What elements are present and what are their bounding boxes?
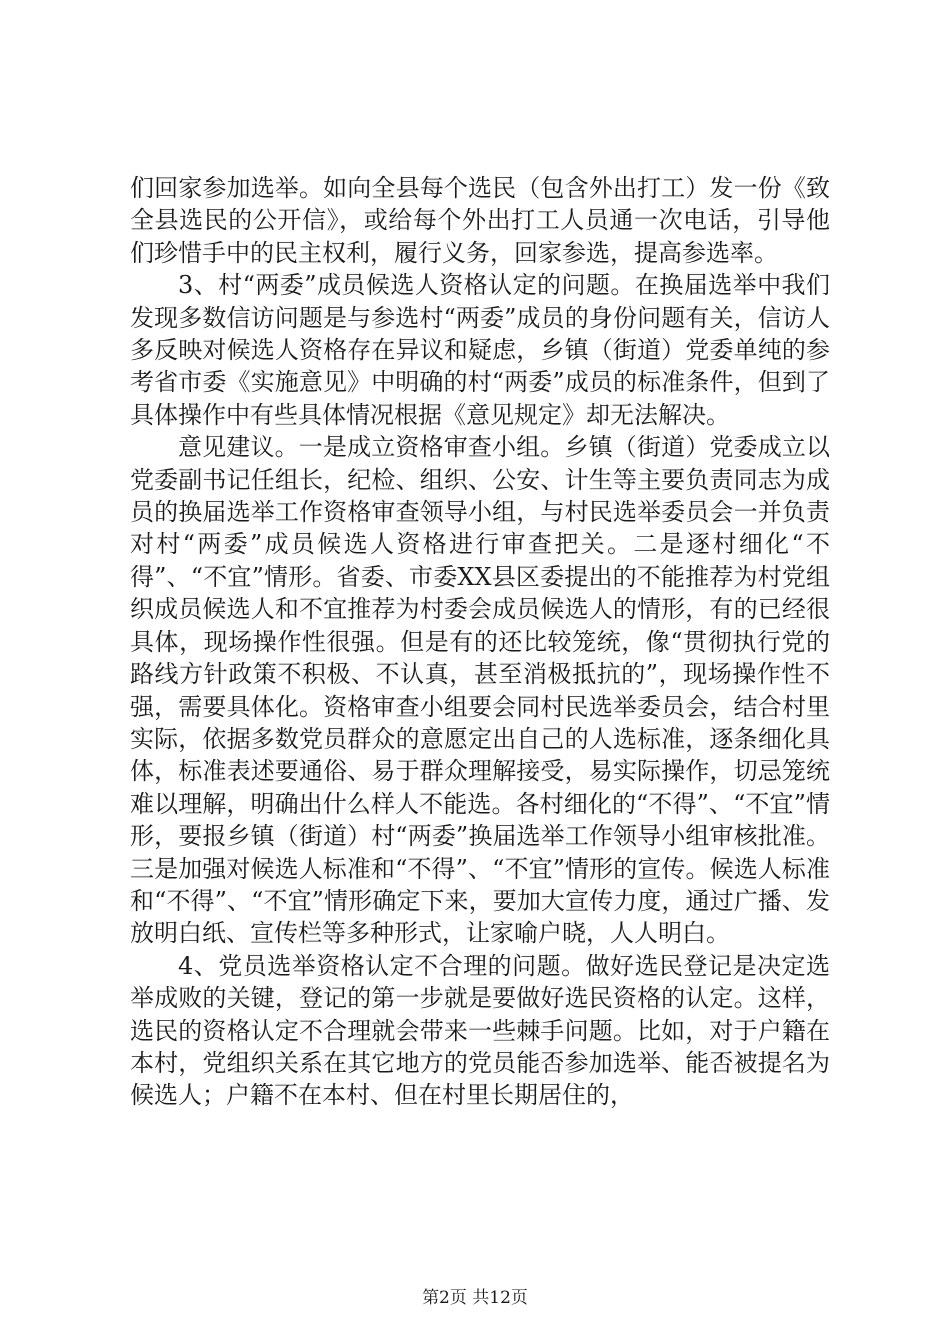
paragraph-candidate-qualification: 3、村“两委”成员候选人资格认定的问题。在换届选举中我们发现多数信访问题是与参选村“两委”成员的身份问题有关，信访人多反映对候选人资格存在异议和疑虑，乡镇（街道）党委单纯的参考省市委《实施意见》中明确的村“两委”成员的标准条件，但到了具体操作中有些具体情况根据《意见规定》却无法解决。: [130, 271, 830, 429]
page-footer: 第2页 共12页: [422, 1288, 528, 1308]
paragraph-party-member-qualification: 4、党员选举资格认定不合理的问题。做好选民登记是决定选举成败的关键，登记的第一步就是要做好选民资格的认定。这样，选民的资格认定不合理就会带来一些棘手问题。比如，对于户籍在本村，党组织关系在其它地方的党员能否参加选举、能否被提名为候选人；户籍不在本村、但在村里长期居住的，: [130, 951, 830, 1110]
paragraph-suggestions: 意见建议。一是成立资格审查小组。乡镇（街道）党委成立以党委副书记任组长，纪检、组织、公安、计生等主要负责同志为成员的换届选举工作资格审查领导小组，与村民选举委员会一并负责对村“两委”成员候选人资格进行审查把关。二是逐村细化“不得”、“不宜”情形。省委、市委XX县区委提出的不能推荐为村党组织成员候选人和不宜推荐为村委会成员候选人的情形，有的已经很具体，现场操作性很强。但是有的还比较笼统，像“贯彻执行党的路线方针政策不积极、不认真，甚至消极抵抗的”，现场操作性不强，需要具体化。资格审查小组要会同村民选举委员会，结合村里实际，依据多数党员群众的意愿定出自己的人选标准，逐条细化具体，标准表述要通俗、易于群众理解接受，易实际操作，切忌笼统难以理解，明确出什么样人不能选。各村细化的“不得”、“不宜”情形，要报乡镇（街道）村“两委”换届选举工作领导小组审核批准。三是加强对候选人标准和“不得”、“不宜”情形的宣传。候选人标准和“不得”、“不宜”情形确定下来，要加大宣传力度，通过广播、发放明白纸、宣传栏等多种形式，让家喻户晓，人人明白。: [130, 433, 830, 948]
paragraph-continuation: 们回家参加选举。如向全县每个选民（包含外出打工）发一份《致全县选民的公开信》，或给每个外出打工人员通一次电话，引导他们珍惜手中的民主权利，履行义务，回家参选，提高参选率。: [130, 174, 830, 267]
document-body: [130, 172, 830, 1112]
